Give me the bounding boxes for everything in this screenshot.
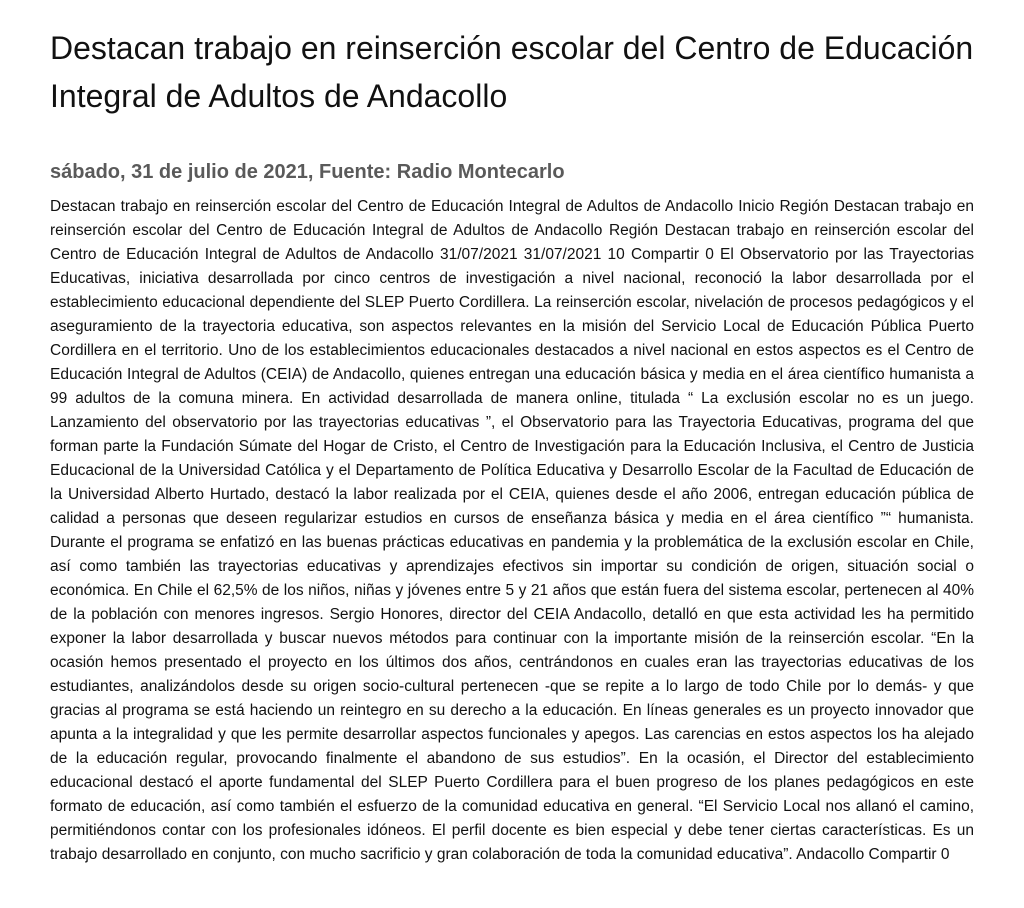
article-title: Destacan trabajo en reinserción escolar del Centro de Educación Integral de Adultos de Andacollo [50,30,974,114]
article-body: Destacan trabajo en reinserción escolar del Centro de Educación Integral de Adultos de Andacollo Inicio Región Destacan trabajo en reinserción escolar del Centro de Educación Integral de Adultos de Andacollo Región Destacan trabajo en reinserción escolar del Centro de Educación Integral de Adultos de Andacollo 31/07/2021 31/07/2021 10 Compartir 0 El Observatorio por las Trayectorias Educativas, iniciativa desarrollada por cinco centros de investigación a nivel nacional, reconoció la labor desarrollada por el establecimiento educacional dependiente del SLEP Puerto Cordillera. La reinserción escolar, nivelación de procesos pedagógicos y el aseguramiento de la trayectoria educativa, son aspectos relevantes en la misión del Servicio Local de Educación Pública Puerto Cordillera en el territorio. Uno de los establecimientos educacionales destacados a nivel nacional en estos aspectos es el Centro de Educación Integral de Adultos (CEIA) de Andacollo, quienes entregan una educación básica y media en el área científico humanista a 99 adultos de la comuna minera. En actividad desarrollada de manera online, titulada “ La exclusión escolar no es un juego. Lanzamiento del observatorio por las trayectorias educativas ”, el Observatorio para las Trayectoria Educativas, programa del que forman parte la Fundación Súmate del Hogar de Cristo, el Centro de Investigación para la Educación Inclusiva, el Centro de Justicia Educacional de la Universidad Católica y el Departamento de Política Educativa y Desarrollo Escolar de la Facultad de Educación de la Universidad Alberto Hurtado, destacó la labor realizada por el CEIA, quienes desde el año 2006, entregan educación pública de calidad a personas que deseen regularizar estudios en cursos de enseñanza básica y media en el área científico ”“ humanista. Durante el programa se enfatizó en las buenas prácticas educativas en pandemia y la problemática de la exclusión escolar en Chile, así como también las trayectorias educativas y aprendizajes efectivos sin importar su condición de origen, situación social o económica. En Chile el 62,5% de los niños, niñas y jóvenes entre 5 y 21 años que están fuera del sistema escolar, pertenecen al 40% de la población con menores ingresos. Sergio Honores, director del CEIA Andacollo, detalló en que esta actividad les ha permitido exponer la labor desarrollada y buscar nuevos métodos para continuar con la importante misión de la reinserción escolar. “En la ocasión hemos presentado el proyecto en los últimos dos años, centrándonos en cuales eran las trayectorias educativas de los estudiantes, analizándolos desde su origen socio-cultural pertenecen -que se repite a lo largo de todo Chile por lo demás- y que gracias al programa se está haciendo un reintegro en su derecho a la educación. En líneas generales es un proyecto innovador que apunta a la integralidad y que les permite desarrollar aspectos funcionales y apegos. Las carencias en estos aspectos los ha alejado de la educación regular, provocando finalmente el abandono de sus estudios”. En la ocasión, el Director del establecimiento educacional destacó el aporte fundamental del SLEP Puerto Cordillera para el buen progreso de los planes pedagógicos en este formato de educación, así como también el esfuerzo de la comunidad educativa en general. “El Servicio Local nos allanó el camino, permitiéndonos contar con los profesionales idóneos. El perfil docente es bien especial y debe tener ciertas características. Es un trabajo desarrollado en conjunto, con mucho sacrificio y gran colaboración de toda la comunidad educativa”. Andacollo Compartir 0 [50,198,974,863]
article-date-source: sábado, 31 de julio de 2021, Fuente: Radio Montecarlo [50,161,565,183]
